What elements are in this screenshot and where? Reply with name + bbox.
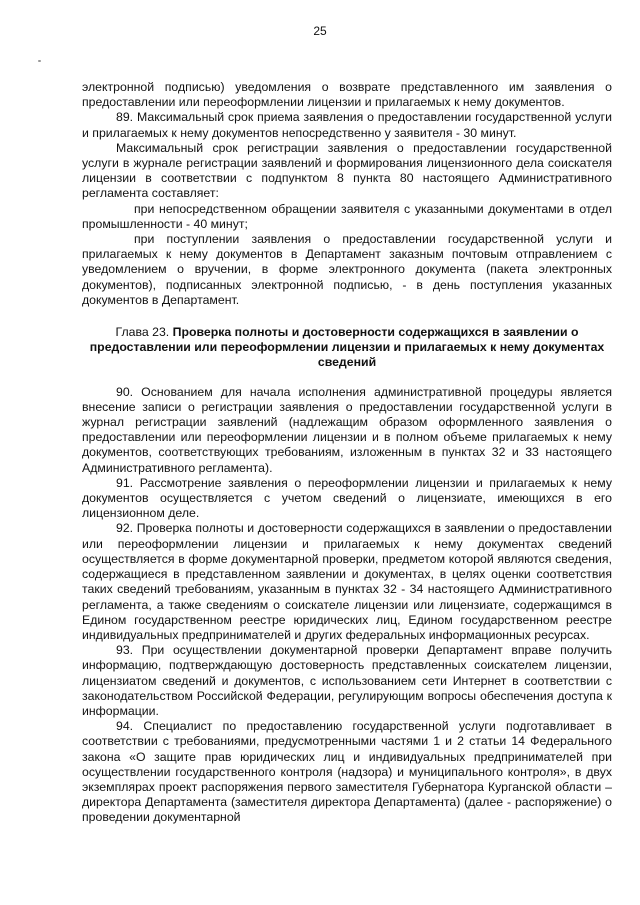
paragraph-93: 93. При осуществлении документарной проверки Департамент вправе получить информацию, подтверждающую достоверность представленных соискателем лицензии, лицензиатом сведений и документов, с использованием сети Интернет в соответствии с законодательством Российской Федерации, регулирующим вопросы обеспечения доступа к информации. xyxy=(82,643,612,718)
paragraphs-top xyxy=(82,80,612,308)
document-body xyxy=(82,80,612,826)
paragraphs-bottom xyxy=(82,385,612,826)
paragraph-91: 91. Рассмотрение заявления о переоформлении лицензии и прилагаемых к нему документов осуществляется с учетом сведений о лицензиате, имеющихся в его лицензионном деле. xyxy=(82,475,612,521)
paragraph-89-registration: Максимальный срок регистрации заявления о предоставлении государственной услуги в журнале регистрации заявлений и формирования лицензионного дела соискателя лицензии в соответствии с подпунктом 8 пункта 80 настоящего Административного регламента составляет: xyxy=(82,140,612,201)
chapter-title: Проверка полноты и достоверности содержащихся в заявлении о предоставлении или переоформлении лицензии и прилагаемых к нему документах сведений xyxy=(89,325,605,370)
paragraph-94: 94. Специалист по предоставлению государственной услуги подготавливает в соответствии с требованиями, предусмотренными частями 1 и 2 статьи 14 Федерального закона «О защите прав юридических лиц и индивидуальных предпринимателей при осуществлении государственного контроля (надзора) и муниципального контроля», в двух экземплярах проект распоряжения первого заместителя Губернатора Курганской области – директора Департамента (заместителя директора Департамента) (далее - распоряжение) о проведении документарной xyxy=(82,719,612,825)
chapter-prefix: Глава 23. xyxy=(115,325,173,340)
scan-speck xyxy=(38,60,41,62)
page-number: 25 xyxy=(313,24,327,38)
paragraph-90: 90. Основанием для начала исполнения административной процедуры является внесение записи о регистрации заявления о предоставлении государственной услуги в журнал регистрации заявлений (надлежащим образом оформленного заявления о предоставлении или переоформлении лицензии и в полном объеме прилагаемых к нему документов, соответствующих требованиям, изложенным в пунктах 32 и 33 настоящего Административного регламента). xyxy=(82,384,612,475)
paragraph-89: 89. Максимальный срок приема заявления о предоставлении государственной услуги и прилагаемых к нему документов непосредственно у заявителя - 30 минут. xyxy=(82,110,612,140)
paragraph-continuation: электронной подписью) уведомления о возврате представленного им заявления о предоставлении или переоформлении лицензии и прилагаемых к нему документов. xyxy=(82,80,612,110)
paragraph-92: 92. Проверка полноты и достоверности содержащихся в заявлении о предоставлении или переоформлении лицензии и прилагаемых к нему документах сведений осуществляется в форме документарной проверки, предметом которой являются сведения, содержащиеся в представленном заявлении и документах, в целях оценки соответствия таких сведений требованиям, указанным в пунктах 32 - 34 настоящего Административного регламента, а также сведениям о соискателе лицензии или лицензиате, содержащимся в Едином государственном реестре юридических лиц, Едином государственном реестре индивидуальных предпринимателей и других федеральных информационных ресурсах. xyxy=(82,521,612,642)
paragraph-89-mail: при поступлении заявления о предоставлении государственной услуги и прилагаемых к нему документов в Департамент заказным почтовым отправлением с уведомлением о вручении, в форме электронного документа (пакета электронных документов), подписанных электронной подписью, - в день поступления указанных документов в Департамент. xyxy=(82,232,612,307)
chapter-heading xyxy=(82,325,612,371)
paragraph-89-direct: при непосредственном обращении заявителя с указанными документами в отдел промышленности - 40 минут; xyxy=(82,201,612,231)
